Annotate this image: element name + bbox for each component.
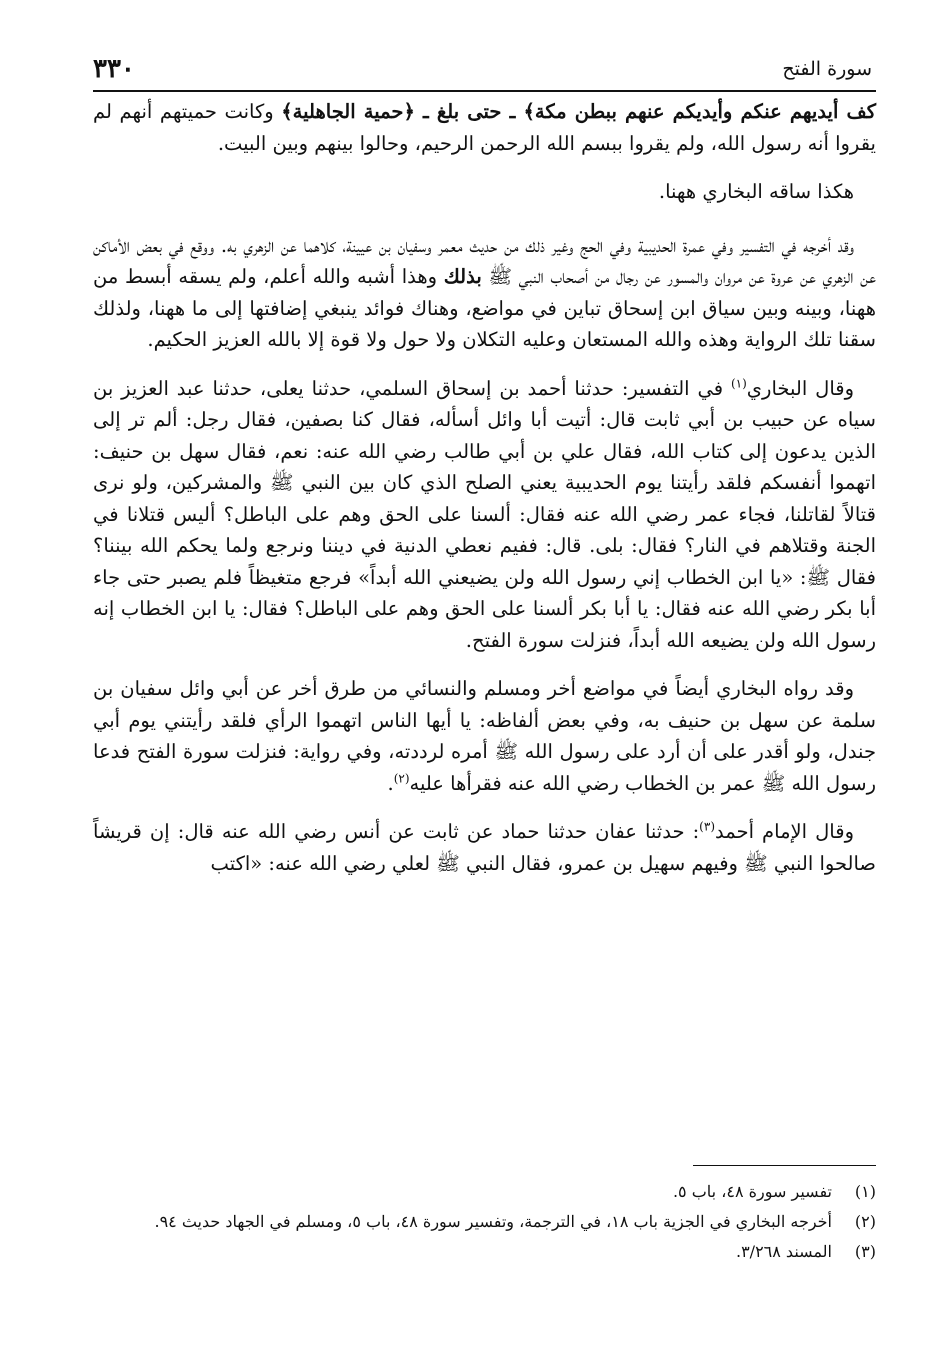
paragraph-3 [93, 230, 876, 356]
paragraph-5-part-a: وقد رواه البخاري أيضاً في مواضع أخر ومسلم والنسائي من طرق أخر عن أبي وائل سفيان بن سلمة عن سهل بن حنيف به، وفي بعض ألفاظه: يا أيها الناس اتهموا الرأي فلقد رأيتني يوم أبي جندل، ولو أقدر على أن أرد على رسول الله ﷺ أمره لرددته، وفي رواية: فنزلت سورة الفتح فدعا رسول الله ﷺ عمر بن الخطاب رضي الله عنه فقرأها عليه [93, 677, 876, 795]
footnote-text: تفسير سورة ٤٨، باب ٥. [672, 1182, 832, 1201]
running-title: سورة الفتح [782, 58, 872, 80]
paragraph-2: هكذا ساقه البخاري ههنا. [658, 180, 854, 203]
footnote-text: أخرجه البخاري في الجزية باب ١٨، في الترجمة، وتفسير سورة ٤٨، باب ٥، ومسلم في الجهاد حديث ٩٤. [154, 1212, 832, 1231]
paragraph-5 [93, 673, 876, 799]
footnote-text: المسند ٣/٢٦٨. [735, 1242, 832, 1261]
footnote-number: (٣) [854, 1242, 876, 1261]
footnote-number: (٢) [854, 1212, 876, 1231]
footnote-ref-3: (٣) [699, 819, 715, 834]
footnote-item [93, 1208, 876, 1236]
paragraph-6-part-b: : حدثنا عفان حدثنا حماد عن ثابت عن أنس رضي الله عنه قال: إن قريشاً صالحوا النبي ﷺ وفيهم سهيل بن عمرو، فقال النبي ﷺ لعلي رضي الله عنه: «اكتب [93, 820, 876, 875]
page-number: ٣٣٠ [93, 54, 135, 84]
footnote-item [93, 1178, 876, 1206]
footnote-ref-1: (١) [730, 376, 747, 390]
header-rule [93, 90, 876, 92]
footnote-ref-2: (٢) [393, 771, 410, 785]
footnote-number: (١) [854, 1182, 876, 1201]
paragraph-4-part-b: في التفسير: حدثنا أحمد بن إسحاق السلمي، حدثنا يعلى، حدثنا عبد العزيز بن سياه عن حبيب بن أبي ثابت قال: أتيت أبا وائل أسأله، فقال كنا بصفين، فقال رجل: ألم تر إلى الذين يدعون إلى كتاب الله، فقال علي بن أبي طالب رضي الله عنه: نعم، فقال سهل بن حنيف: اتهموا أنفسكم فلقد رأيتنا يوم الحديبية يعني الصلح الذي كان بين النبي ﷺ والمشركين، ولو نرى قتالاً لقاتلنا، فجاء عمر رضي الله عنه فقال: ألسنا على الحق وهم على الباطل؟ أليس قتلانا في الجنة وقتلاهم في النار؟ فقال: بلى. قال: ففيم نعطي الدنية في ديننا ونرجع ولما يحكم الله بيننا؟ فقال ﷺ: «يا ابن الخطاب إني رسول الله ولن يضيعني الله أبداً» فرجع متغيظاً فلم يصبر حتى جاء أبا بكر رضي الله عنه فقال: يا أبا بكر ألسنا على الحق وهم على الباطل؟ فقال: يا ابن الخطاب إنه رسول الله ولن يضيعه الله أبداً، فنزلت سورة الفتح. [93, 376, 876, 652]
paragraph-1-rest: وكانت حميتهم أنهم لم يقروا أنه رسول الله، ولم يقروا ببسم الله الرحمن الرحيم، وحالوا بينهم وبين البيت. [93, 100, 876, 155]
footnote-rule [693, 1165, 876, 1166]
paragraph-6-part-a: وقال الإمام أحمد [715, 820, 854, 843]
footnotes [93, 1178, 876, 1268]
paragraph-4 [93, 373, 876, 657]
paragraph-3-part-a: وقد أخرجه في التفسير وفي عمرة الحديبية وفي الحج وغير ذلك من حديث معمر وسفيان بن عيينة، كلاهما عن الزهري به. ووقع في بعض الأماكن عن الزهري عن عروة عن مروان والمسور عن رجال من أصحاب النبي ﷺ [93, 233, 876, 288]
paragraph-1 [93, 96, 876, 159]
footnote-item [93, 1238, 876, 1266]
paragraph-5-part-b: . [387, 771, 394, 795]
main-text [93, 96, 876, 896]
bold-word: بذلك [443, 265, 482, 288]
paragraph-4-part-a: وقال البخاري [746, 376, 855, 400]
quran-quote: كف أيديهم عنكم وأيديكم عنهم ببطن مكة﴾ ـ حتى بلغ ـ ﴿حمية الجاهلية﴾ [281, 100, 876, 123]
paragraph-6 [93, 816, 876, 879]
page-header [93, 52, 876, 86]
paragraph-3-part-b: وهذا أشبه والله أعلم، ولم يسقه أبسط من ههنا، وبينه وبين سياق ابن إسحاق تباين في مواضع، وهناك فوائد ينبغي إضافتها إلى ما ههنا، ولذلك سقنا تلك الرواية وهذه والله المستعان وعليه التكلان ولا حول ولا قوة إلا بالله العزيز الحكيم. [93, 265, 876, 351]
